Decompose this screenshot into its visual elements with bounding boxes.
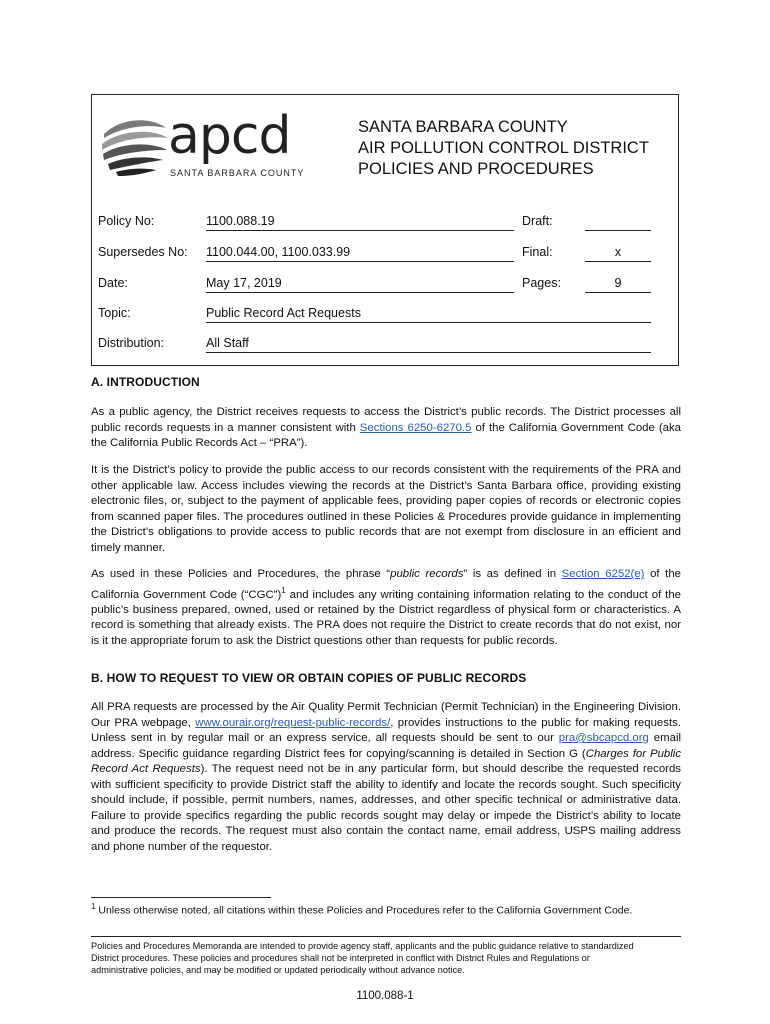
italic-term: public records <box>390 568 464 580</box>
page-number: 1100.088-1 <box>356 990 414 1002</box>
text-run: of the California Government Code (“CGC”) <box>91 568 681 601</box>
topic-label: Topic: <box>98 306 131 320</box>
footnote-divider <box>91 897 271 898</box>
final-label: Final: <box>522 245 553 259</box>
footnote-marker: 1 <box>91 902 96 911</box>
policy-no-value: 1100.088.19 <box>206 214 514 231</box>
text-run: ). The request need not be in any particular form, but should describe the requested records with sufficient specificity to provide District staff the ability to identify and locate the records sought. Such specificity should include, if possible, permit numbers, names, addresses, and other specific technical or administrative data. Failure to provide specifics regarding the public records sought may delay or impede the District’s ability to locate and produce the records. The request must also contain the contact name, email address, USPS mailing address and phone number of the requestor. <box>91 763 681 853</box>
section-a-paragraph-1 <box>91 405 681 452</box>
title-line-3: POLICIES AND PROCEDURES <box>358 160 594 178</box>
section-a-paragraph-2: It is the District’s policy to provide the public access to our records consistent with the requirements of the PRA and other applicable law. Access includes viewing the records at the District’s Santa Barbara office, providing existing electronic files, or, subject to the payment of applicable fees, providing paper copies of records or electronic copies from scanned paper files. The procedures outlined in these Policies & Procedures provide guidance in implementing the District’s obligations to provide access to public records that are not exempt from disclosure in an efficient and timely manner. <box>91 464 681 554</box>
topic-value: Public Record Act Requests <box>206 306 651 323</box>
footer-divider <box>91 936 681 937</box>
logo-subtitle: SANTA BARBARA COUNTY <box>170 168 305 178</box>
text-run: email address. Specific guidance regarding District fees for copying/scanning is detailed in Section G ( <box>91 732 682 760</box>
italic-term: Charges for Public Record Act Requests <box>91 747 682 775</box>
document-title <box>358 117 649 180</box>
supersedes-label: Supersedes No: <box>98 245 188 259</box>
date-value: May 17, 2019 <box>206 276 514 293</box>
footnote-ref: 1 <box>281 585 286 595</box>
text-run: and includes any writing containing information relating to the conduct of the public’s business prepared, owned, used or retained by the District regardless of physical form or characteristics. A record is something that already exists. The PRA does not require the District to create records that do not exist, nor is it the appropriate forum to ask the District questions other than requests for public records. <box>91 588 681 647</box>
footnote <box>91 902 632 917</box>
text-run: , provides instructions to the public for making requests. Unless sent in by regular mail or an express service, all requests should be sent to our <box>91 716 681 744</box>
pra-webpage-link[interactable]: www.ourair.org/request-public-records/ <box>195 716 391 729</box>
draft-label: Draft: <box>522 214 553 228</box>
supersedes-value: 1100.044.00, 1100.033.99 <box>206 245 514 262</box>
section-a-heading: A. INTRODUCTION <box>91 375 200 389</box>
section-6252e-link[interactable]: Section 6252(e) <box>561 568 645 580</box>
footer-disclaimer: Policies and Procedures Memoranda are intended to provide agency staff, applicants and the public guidance relative to standardized District procedures. These policies and procedures shall not be interpreted in conflict with District Rules and Regulations or administrative policies, and may be modified or updated periodically without advance notice. <box>91 941 634 975</box>
title-line-1: SANTA BARBARA COUNTY <box>358 118 568 136</box>
logo-wordmark: apcd <box>168 106 291 166</box>
footnote-text: Unless otherwise noted, all citations within these Policies and Procedures refer to the California Government Code. <box>95 904 633 917</box>
pages-label: Pages: <box>522 276 561 290</box>
section-b-paragraph-1 <box>91 700 681 855</box>
text-run: All PRA requests are processed by the Air Quality Permit Technician (Permit Technician) in the Engineering Division. Our PRA webpage, <box>91 701 681 729</box>
date-label: Date: <box>98 276 128 290</box>
pra-email-link[interactable]: pra@sbcapcd.org <box>558 732 649 744</box>
text-run: ” is as defined in <box>463 568 562 580</box>
distribution-value: All Staff <box>206 336 651 353</box>
text-run: of the California Government Code (aka the California Public Records Act – “PRA”). <box>91 421 681 449</box>
section-a-paragraph-3 <box>91 567 681 649</box>
text-run: As a public agency, the District receives requests to access the District’s public records. The District processes all public records requests in a manner consistent with <box>91 406 681 434</box>
distribution-label: Distribution: <box>98 336 164 350</box>
pages-value: 9 <box>585 276 651 293</box>
text-run: As used in these Policies and Procedures, the phrase “ <box>91 568 391 580</box>
sections-6250-link[interactable]: Sections 6250-6270.5 <box>359 421 472 434</box>
section-b-heading: B. HOW TO REQUEST TO VIEW OR OBTAIN COPIES OF PUBLIC RECORDS <box>91 671 527 685</box>
logo-swoosh-icon <box>100 104 170 182</box>
policy-no-label: Policy No: <box>98 214 155 228</box>
title-line-2: AIR POLLUTION CONTROL DISTRICT <box>358 139 649 157</box>
final-value: x <box>585 245 651 262</box>
apcd-logo <box>100 104 310 184</box>
draft-value <box>585 214 651 231</box>
